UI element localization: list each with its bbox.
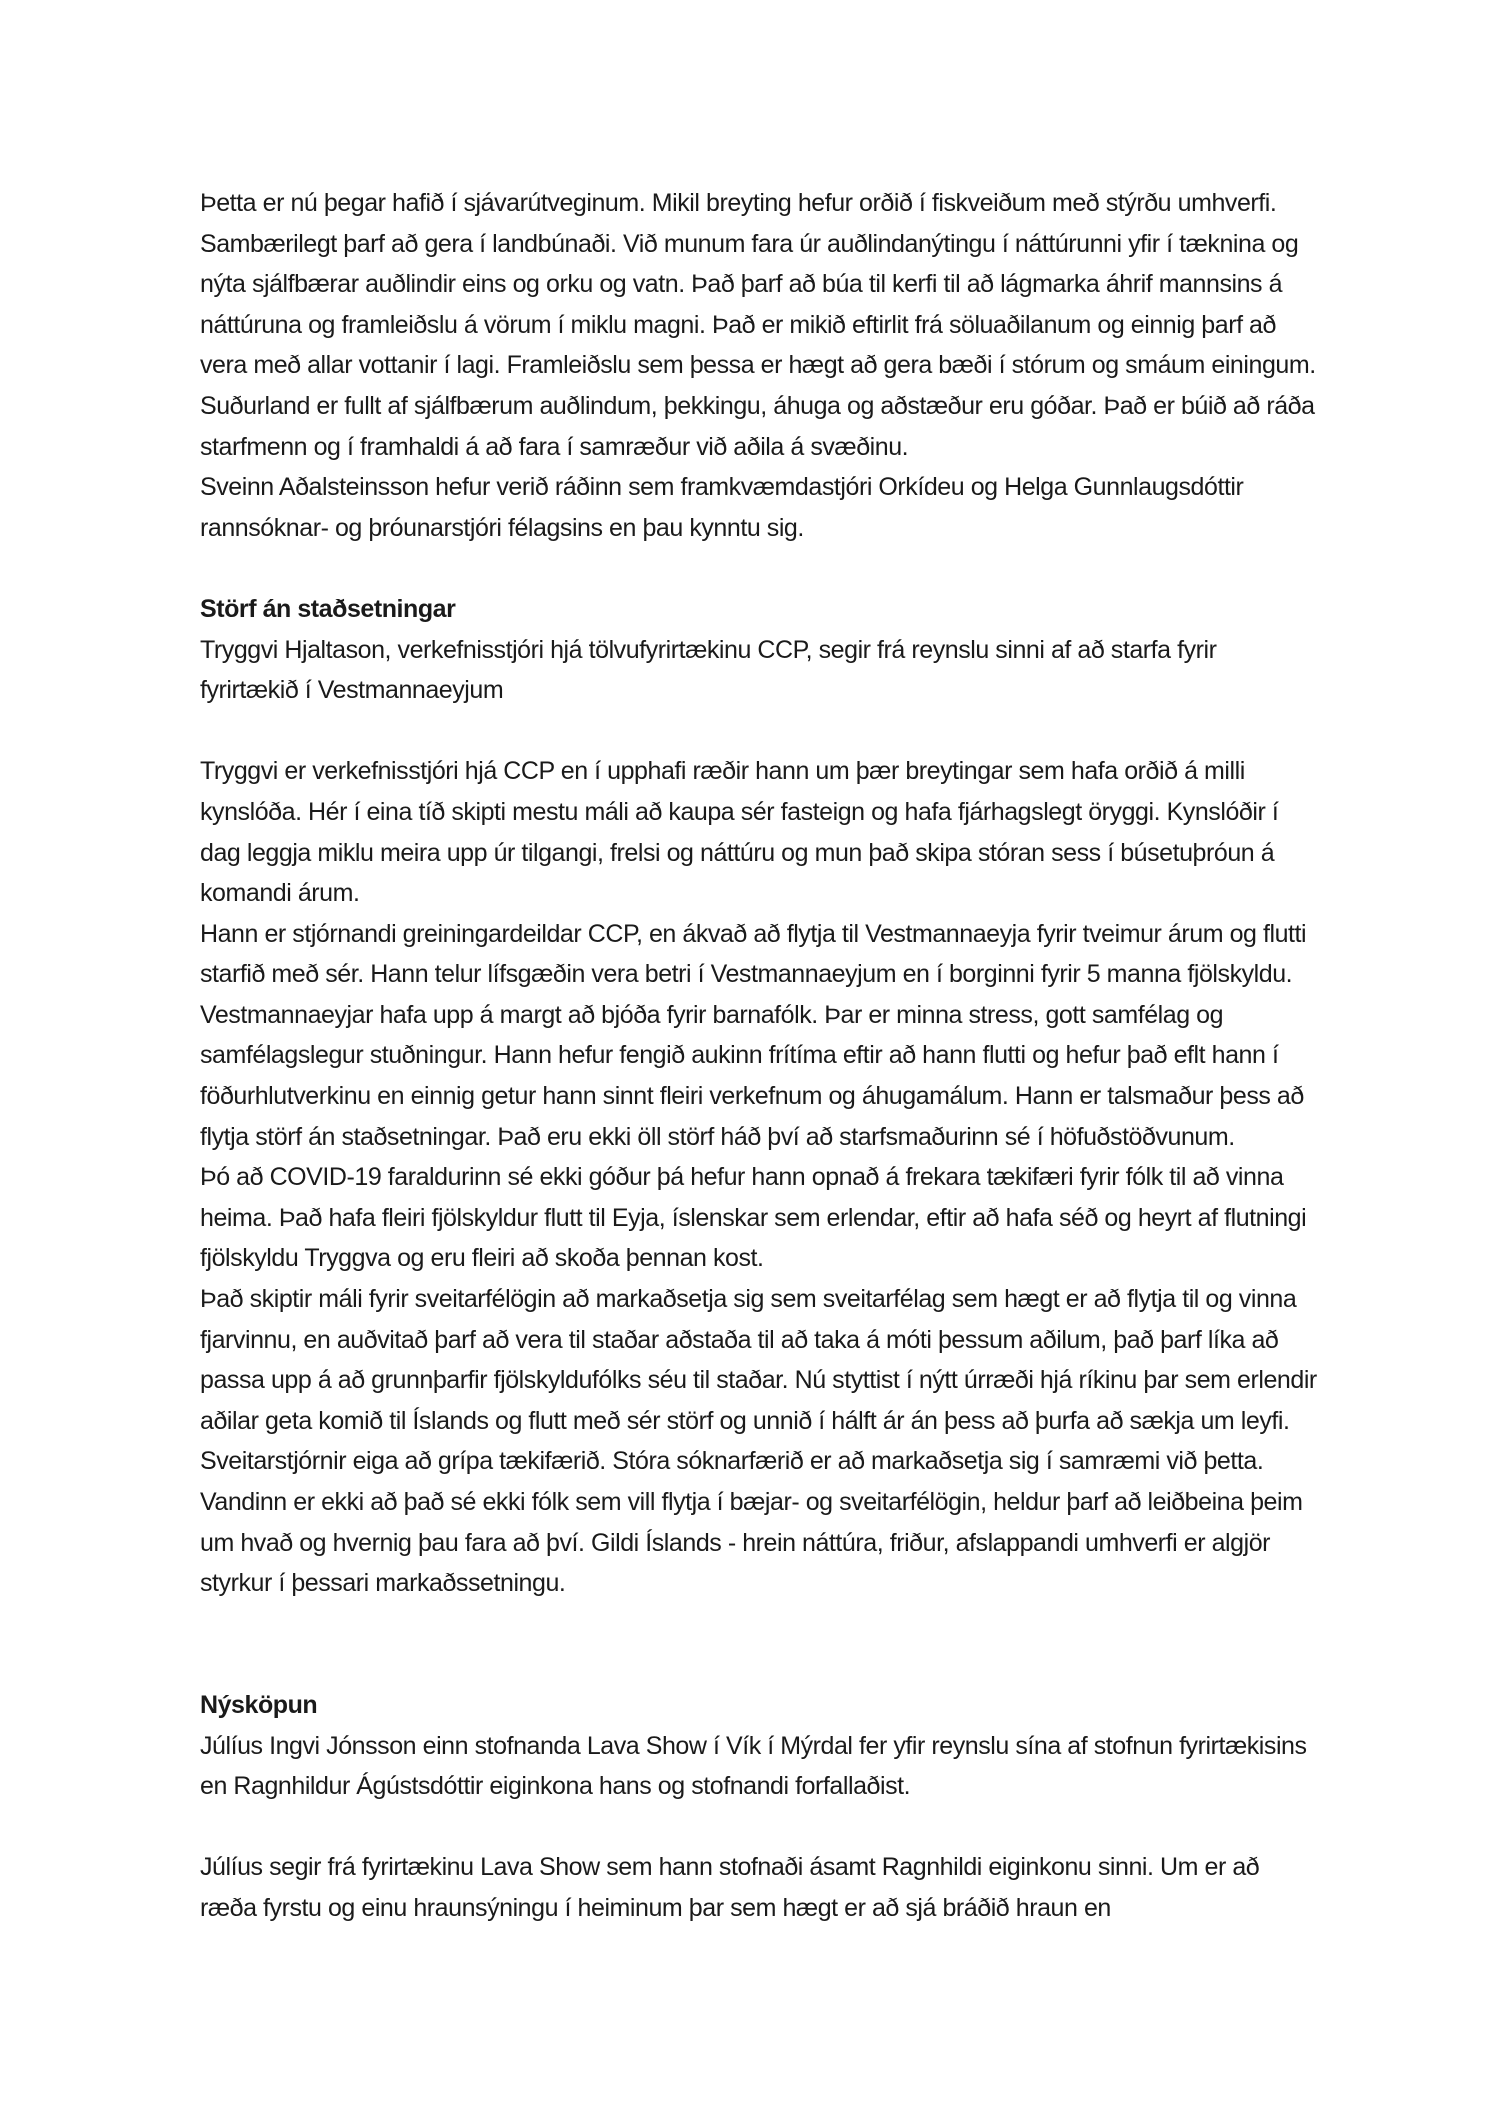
paragraph-tryggvi-vestmannaeyjar: Hann er stjórnandi greiningardeildar CCP, en ákvað að flytja til Vestmannaeyja fyrir tveimur árum og flutti starfið með sér. Hann telur lífsgæðin vera betri í Vestmannaeyjum en í borginni fyrir 5 manna fjölskyldu. Vestmannaeyjar hafa upp á margt að bjóða fyrir barnafólk. Þar er minna stress, gott samfélag og samfélagslegur stuðningur. Hann hefur fengið aukinn frítíma eftir að hann flutti og hefur það eflt hann í föðurhlutverkinu en einnig getur hann sinnt fleiri verkefnum og áhugamálum. Hann er talsmaður þess að flytja störf án staðsetningar. Það eru ekki öll störf háð því að starfsmaðurinn sé í höfuðstöðvunum. <box>200 919 1307 1151</box>
document-body <box>200 183 1318 1929</box>
paragraph-sjavarutvegur: Þetta er nú þegar hafið í sjávarútveginum. Mikil breyting hefur orðið í fiskveiðum með stýrðu umhverfi. Sambærilegt þarf að gera í landbúnaði. Við munum fara úr auðlindanýtingu í náttúrunni yfir í tæknina og nýta sjálfbærar auðlindir eins og orku og vatn. Það þarf að búa til kerfi til að lágmarka áhrif mannsins á náttúruna og framleiðslu á vörum í miklu magni. Það er mikið eftirlit frá söluaðilanum og einnig þarf að vera með allar vottanir í lagi. Framleiðslu sem þessa er hægt að gera bæði í stórum og smáum einingum. <box>200 189 1316 380</box>
paragraph-tryggvi-kynslodir: Tryggvi er verkefnisstjóri hjá CCP en í upphafi ræðir hann um þær breytingar sem hafa orðið á milli kynslóða. Hér í eina tíð skipti mestu máli að kaupa sér fasteign og hafa fjárhagslegt öryggi. Kynslóðir í dag leggja miklu meira upp úr tilgangi, frelsi og náttúru og mun það skipa stóran sess í búsetuþróun á komandi árum. <box>200 757 1279 908</box>
paragraph-julius-intro: Júlíus Ingvi Jónsson einn stofnanda Lava Show í Vík í Mýrdal fer yfir reynslu sína af stofnun fyrirtækisins en Ragnhildur Ágústsdóttir eiginkona hans og stofnandi forfallaðist. <box>200 1731 1307 1801</box>
paragraph-tryggvi-intro: Tryggvi Hjaltason, verkefnisstjóri hjá tölvufyrirtækinu CCP, segir frá reynslu sinni af að starfa fyrir fyrirtækið í Vestmannaeyjum <box>200 635 1217 705</box>
paragraph-sudurland: Suðurland er fullt af sjálfbærum auðlindum, þekkingu, áhuga og aðstæður eru góðar. Það er búið að ráða starfmenn og í framhaldi á að fara í samræður við aðila á svæðinu. <box>200 391 1315 461</box>
section-heading-storf-an-stadsetningar: Störf án staðsetningar <box>200 594 456 623</box>
paragraph-lava-show: Júlíus segir frá fyrirtækinu Lava Show sem hann stofnaði ásamt Ragnhildi eiginkonu sinni. Um er að ræða fyrstu og einu hraunsýningu í heiminum þar sem hægt er að sjá bráðið hraun en <box>200 1853 1260 1922</box>
paragraph-sveitarfelog-markadssetning: Það skiptir máli fyrir sveitarfélögin að markaðsetja sig sem sveitarfélag sem hægt er að flytja til og vinna fjarvinnu, en auðvitað þarf að vera til staðar aðstaða til að taka á móti þessum aðilum, það þarf líka að passa upp á að grunnþarfir fjölskyldufólks séu til staðar. Nú styttist í nýtt úrræði hjá ríkinu þar sem erlendir aðilar geta komið til Íslands og flutt með sér störf og unnið í hálft ár án þess að þurfa að sækja um leyfi. Sveitarstjórnir eiga að grípa tækifærið. Stóra sóknarfærið er að markaðsetja sig í samræmi við þetta. Vandinn er ekki að það sé ekki fólk sem vill flytja í bæjar- og sveitarfélögin, heldur þarf að leiðbeina þeim um hvað og hvernig þau fara að því. Gildi Íslands - hrein náttúra, friður, afslappandi umhverfi er algjör styrkur í þessari markaðssetningu. <box>200 1285 1317 1598</box>
paragraph-covid-19: Þó að COVID-19 faraldurinn sé ekki góður þá hefur hann opnað á frekara tækifæri fyrir fólk til að vinna heima. Það hafa fleiri fjölskyldur flutt til Eyja, íslenskar sem erlendar, eftir að hafa séð og heyrt af flutningi fjölskyldu Tryggva og eru fleiri að skoða þennan kost. <box>200 1163 1307 1273</box>
paragraph-sveinn-adalsteinsson: Sveinn Aðalsteinsson hefur verið ráðinn sem framkvæmdastjóri Orkídeu og Helga Gunnlaugsdóttir rannsóknar- og þróunarstjóri félagsins en þau kynntu sig. <box>200 473 1244 542</box>
section-heading-nyskopun: Nýsköpun <box>200 1690 318 1719</box>
